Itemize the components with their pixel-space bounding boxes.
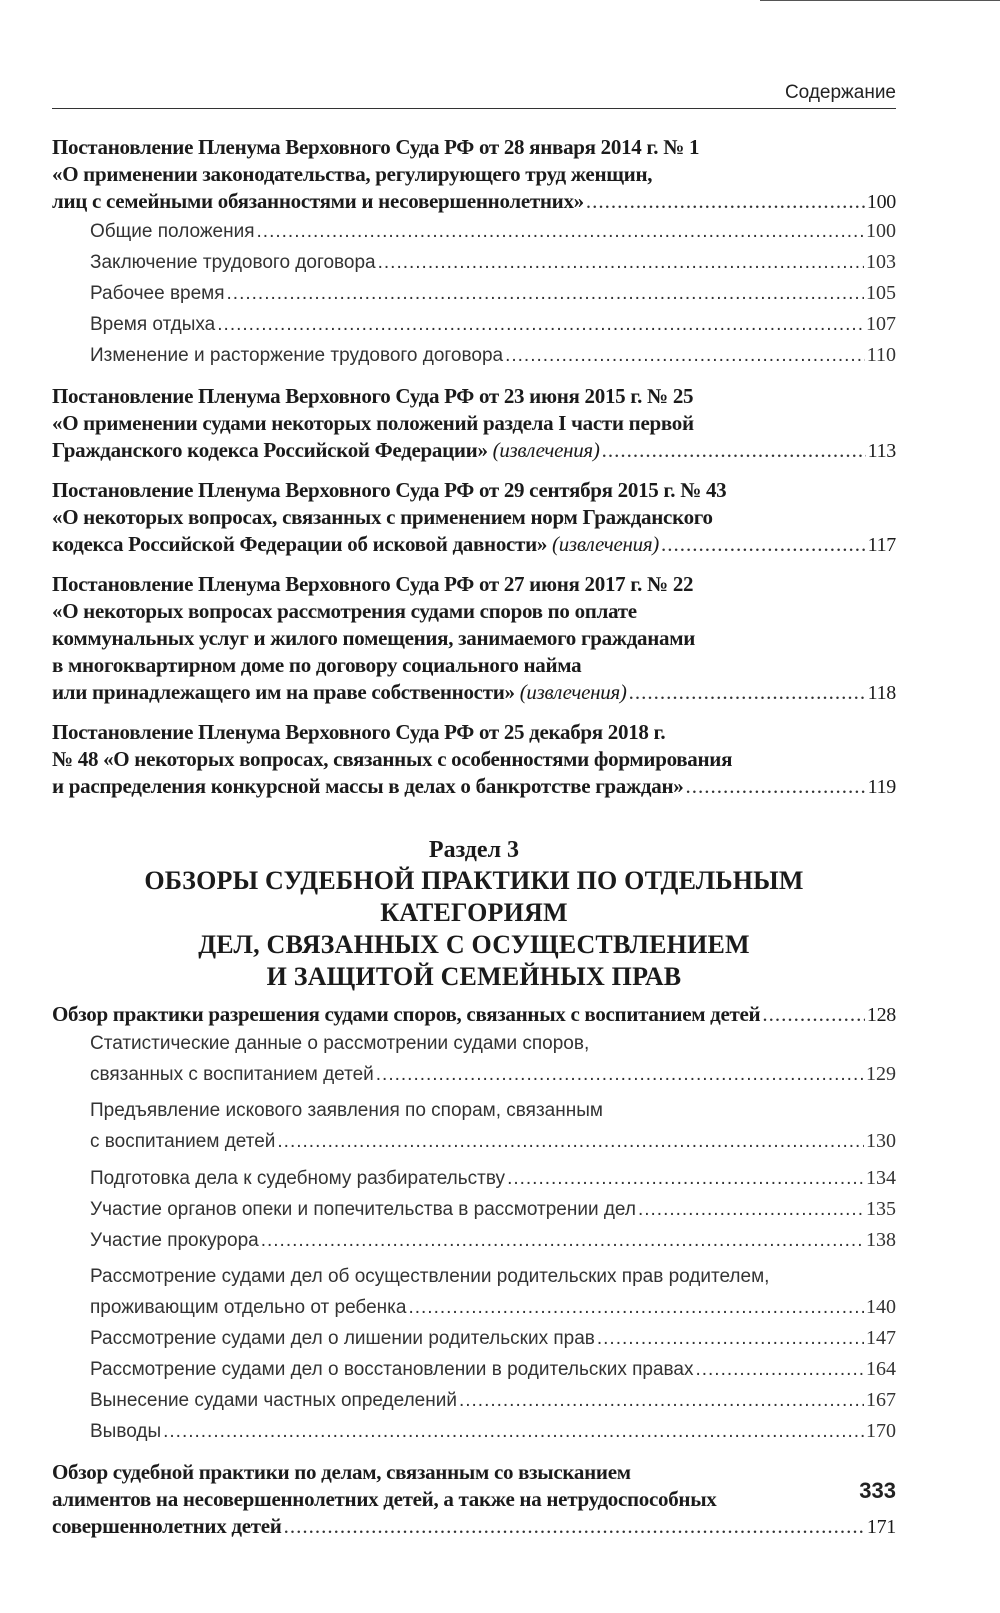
entry-title-line: Постановление Пленума Верховного Суда РФ от 23 июня 2015 г. № 25 [52, 384, 694, 408]
section-heading [52, 835, 896, 993]
toc-subentry [52, 216, 896, 247]
excerpt-note: (извлечения) [519, 680, 627, 704]
entry-title-tail [52, 679, 627, 706]
entry-title-tail [52, 531, 659, 558]
entry-title-tail: совершеннолетних детей [52, 1514, 282, 1538]
subentry-last-line [90, 1126, 896, 1157]
subentry-title-line: Статистические данные о рассмотрении судами споров, [90, 1033, 590, 1054]
toc-subentry [52, 1262, 896, 1323]
page-ref: 110 [866, 344, 896, 366]
subentry-title-line: Предъявление искового заявления по спорам, связанным [90, 1100, 603, 1121]
subentry-title-line: Рассмотрение судами дел об осуществлении родительских прав родителем, [90, 1266, 770, 1287]
page-ref: 119 [867, 776, 896, 798]
entry-title-line: «О некоторых вопросах рассмотрения судами споров по оплате [52, 599, 637, 623]
entry-last-line [52, 679, 896, 707]
page-number: 333 [859, 1478, 896, 1503]
entry-title-line: в многоквартирном доме по договору социального найма [52, 653, 582, 677]
entry-title-line: Постановление Пленума Верховного Суда РФ от 28 января 2014 г. № 1 [52, 135, 700, 159]
dot-leader [638, 1195, 864, 1225]
dot-leader [376, 1060, 864, 1090]
entry-last-line [52, 437, 896, 465]
entry-title-tail [52, 437, 600, 464]
entry-last-line [52, 188, 896, 216]
page-ref: 117 [867, 534, 896, 556]
subentry-title: Изменение и расторжение трудового договора [90, 345, 504, 366]
page-ref: 130 [866, 1130, 896, 1152]
page-ref: 170 [866, 1420, 896, 1442]
toc-content [52, 134, 896, 1553]
dot-leader [277, 1127, 864, 1157]
toc-entry [52, 571, 896, 707]
entry-title-line: Постановление Пленума Верховного Суда РФ от 25 декабря 2018 г. [52, 720, 666, 744]
subentry-title: Участие прокурора [90, 1230, 259, 1251]
entry-title-tail-text: или принадлежащего им на праве собственности» [52, 680, 515, 704]
subentry-title: связанных с воспитанием детей [90, 1064, 374, 1085]
page-ref: 138 [866, 1229, 896, 1251]
toc-entry [52, 477, 896, 559]
dot-leader [602, 437, 866, 464]
dot-leader [695, 1355, 864, 1385]
page-ref: 118 [867, 682, 896, 704]
entry-title-tail-text: Гражданского кодекса Российской Федерации» [52, 438, 488, 462]
toc-subentry [52, 1416, 896, 1447]
page-ref: 128 [866, 1004, 896, 1026]
entry-title-line: Постановление Пленума Верховного Суда РФ от 27 июня 2017 г. № 22 [52, 572, 694, 596]
page-ref: 171 [866, 1516, 896, 1538]
running-title: Содержание [784, 82, 896, 103]
page-ref: 113 [867, 440, 896, 462]
dot-leader [378, 248, 864, 278]
page-ref: 107 [866, 313, 896, 335]
dot-leader [163, 1417, 864, 1447]
entry-title-tail: и распределения конкурсной массы в делах о банкротстве граждан» [52, 774, 684, 798]
toc-entry [52, 1001, 896, 1447]
dot-leader [459, 1386, 864, 1416]
entry-title-line: алиментов на несовершеннолетних детей, а также на нетрудоспособных [52, 1487, 717, 1511]
entry-title-line: «О применении судами некоторых положений раздела I части первой [52, 411, 694, 435]
page-ref: 167 [866, 1389, 896, 1411]
subentry-title: проживающим отдельно от ребенка [90, 1297, 407, 1318]
subentry-title: Рассмотрение судами дел о лишении родительских прав [90, 1328, 595, 1349]
entry-title-tail: лиц с семейными обязанностями и несовершеннолетних» [52, 189, 584, 213]
section-title-line: И ЗАЩИТОЙ СЕМЕЙНЫХ ПРАВ [266, 962, 682, 991]
entry-title-line: Постановление Пленума Верховного Суда РФ от 29 сентября 2015 г. № 43 [52, 478, 727, 502]
dot-leader [597, 1324, 864, 1354]
entry-last-line [52, 1001, 896, 1029]
toc-subentry [52, 1096, 896, 1157]
page-ref: 100 [866, 220, 896, 242]
entry-last-line [52, 531, 896, 559]
toc-subentry [52, 1354, 896, 1385]
dot-leader [284, 1513, 865, 1540]
entry-title-tail: Обзор практики разрешения судами споров, связанных с воспитанием детей [52, 1002, 761, 1026]
dot-leader [586, 188, 865, 215]
page-ref: 105 [866, 282, 896, 304]
dot-leader [257, 217, 864, 247]
toc-entry [52, 1459, 896, 1541]
toc-subentry [52, 278, 896, 309]
toc-subentry [52, 247, 896, 278]
toc-subentry [52, 1385, 896, 1416]
entry-title-line: «О применении законодательства, регулирующего труд женщин, [52, 162, 653, 186]
toc-entry [52, 719, 896, 801]
entry-title-tail-text: кодекса Российской Федерации об исковой давности» [52, 532, 548, 556]
dot-leader [217, 310, 864, 340]
running-header [52, 82, 896, 109]
section-title-line: ОБЗОРЫ СУДЕБНОЙ ПРАКТИКИ ПО ОТДЕЛЬНЫМ КАТЕГОРИЯМ [144, 866, 804, 927]
page-ref: 164 [866, 1358, 896, 1380]
excerpt-note: (извлечения) [492, 438, 600, 462]
page-ref: 147 [866, 1327, 896, 1349]
page-ref: 103 [866, 251, 896, 273]
dot-leader [261, 1226, 864, 1256]
excerpt-note: (извлечения) [552, 532, 659, 556]
dot-leader [685, 773, 865, 800]
subentry-last-line [90, 1059, 896, 1090]
subentry-title: Подготовка дела к судебному разбирательству [90, 1168, 506, 1189]
toc-entry [52, 383, 896, 465]
dot-leader [408, 1293, 864, 1323]
subentry-title: Вынесение судами частных определений [90, 1390, 457, 1411]
subentry-title: Выводы [90, 1421, 162, 1442]
toc-subentry [52, 340, 896, 371]
subentry-title: Общие положения [90, 221, 255, 242]
top-edge-line [760, 0, 1000, 1]
dot-leader [661, 531, 866, 558]
page-ref: 129 [866, 1063, 896, 1085]
page-ref: 135 [866, 1198, 896, 1220]
page-ref: 140 [866, 1296, 896, 1318]
entry-last-line [52, 773, 896, 801]
dot-leader [227, 279, 864, 309]
subentry-title: Рабочее время [90, 283, 225, 304]
subentry-title: Рассмотрение судами дел о восстановлении в родительских правах [90, 1359, 694, 1380]
subentry-title: Заключение трудового договора [90, 252, 376, 273]
dot-leader [629, 679, 866, 706]
toc-subentry [52, 309, 896, 340]
dot-leader [505, 341, 865, 371]
subentry-last-line [90, 1292, 896, 1323]
entry-last-line [52, 1513, 896, 1541]
toc-entry [52, 134, 896, 371]
section-title-line: ДЕЛ, СВЯЗАННЫХ С ОСУЩЕСТВЛЕНИЕМ [198, 930, 750, 959]
entry-title-line: коммунальных услуг и жилого помещения, занимаемого гражданами [52, 626, 696, 650]
entry-title-line: № 48 «О некоторых вопросах, связанных с особенностями формирования [52, 747, 733, 771]
entry-title-line: Обзор судебной практики по делам, связанным со взысканием [52, 1460, 631, 1484]
entry-title-line: «О некоторых вопросах, связанных с применением норм Гражданского [52, 505, 713, 529]
page-ref: 134 [866, 1167, 896, 1189]
subentry-title: Участие органов опеки и попечительства в рассмотрении дел [90, 1199, 636, 1220]
section-number: Раздел 3 [428, 837, 520, 863]
toc-subentry [52, 1194, 896, 1225]
toc-subentry [52, 1029, 896, 1090]
dot-leader [507, 1164, 864, 1194]
toc-subentry [52, 1163, 896, 1194]
subentry-title: с воспитанием детей [90, 1131, 276, 1152]
page-ref: 100 [866, 191, 896, 213]
toc-subentry [52, 1225, 896, 1256]
toc-subentry [52, 1323, 896, 1354]
dot-leader [762, 1001, 865, 1028]
subentry-title: Время отдыха [90, 314, 216, 335]
